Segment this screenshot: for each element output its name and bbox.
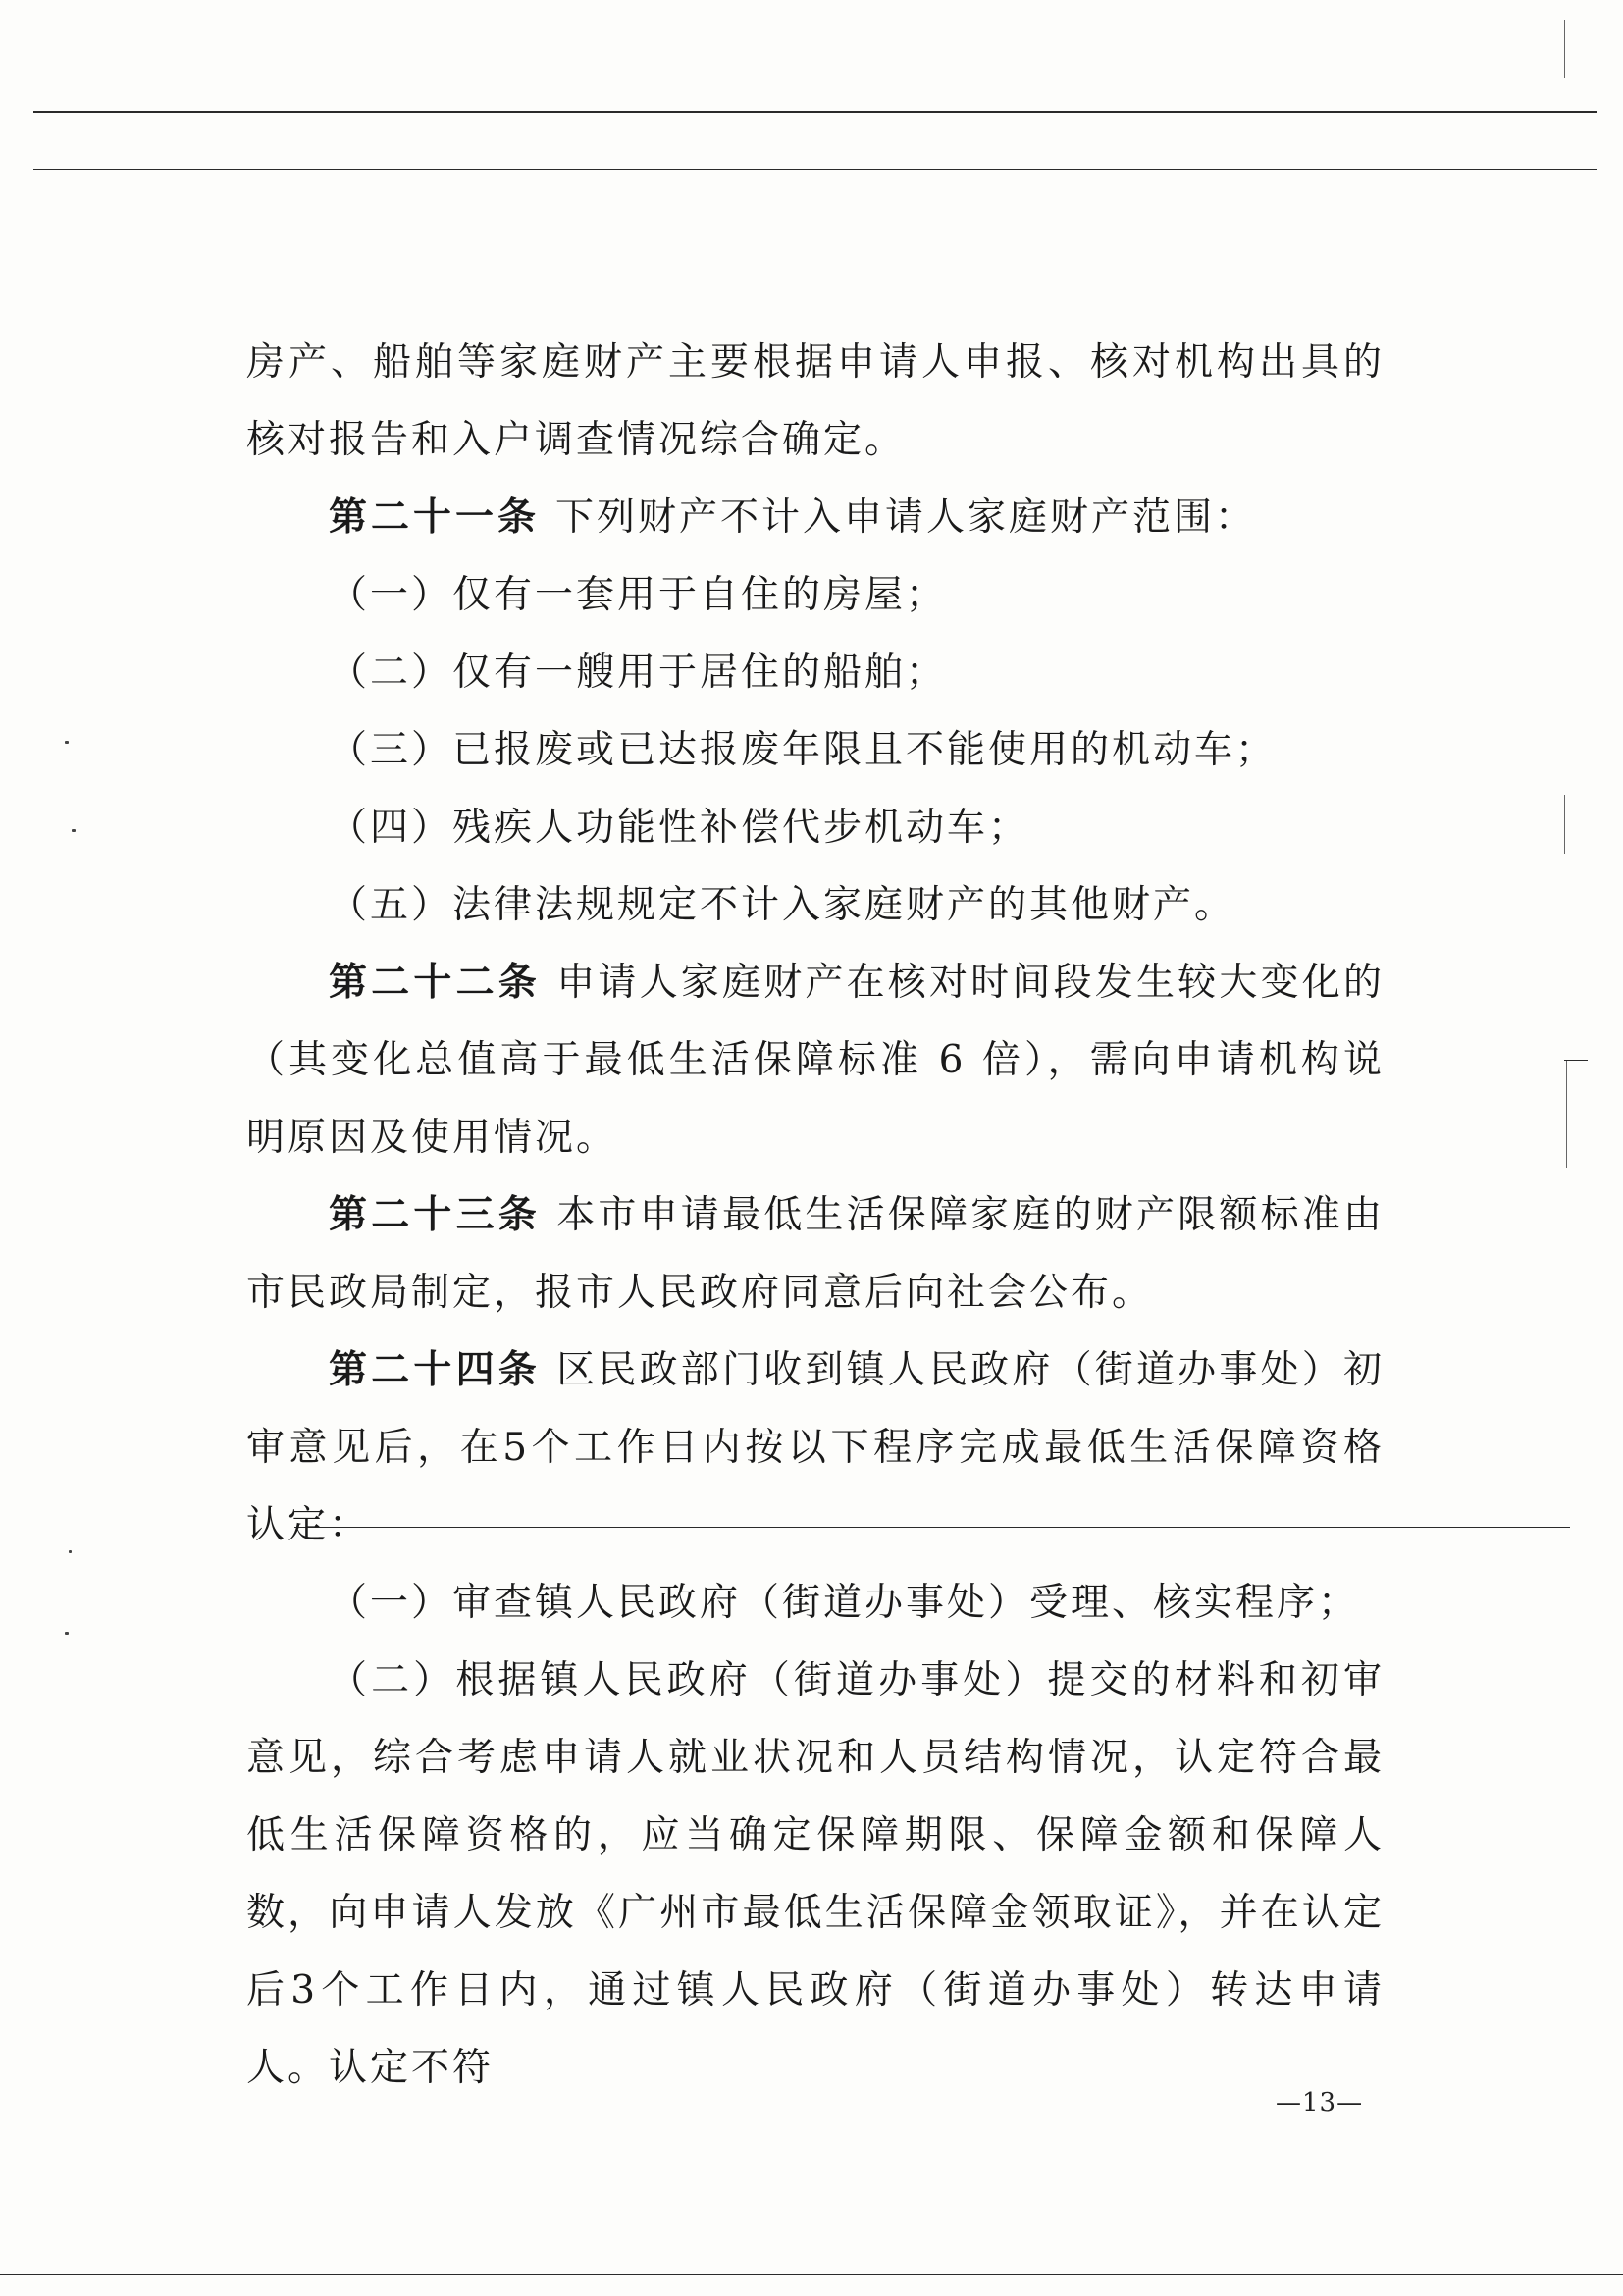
article-22	[246, 944, 1385, 1176]
list-item: （一）仅有一套用于自住的房屋；	[329, 573, 948, 617]
scan-speck	[72, 829, 76, 832]
header-rule-bottom	[33, 169, 1597, 170]
list-item: （二）仅有一艘用于居住的船舶；	[329, 651, 948, 695]
article-21	[246, 479, 1385, 556]
footer-rule	[0, 2274, 1623, 2275]
margin-mark	[1566, 1060, 1567, 1168]
list-item: （一）审查镇人民政府（街道办事处）受理、核实程序；	[329, 1581, 1360, 1625]
header-rule-top	[33, 111, 1597, 113]
scan-speck	[65, 741, 69, 744]
scan-speck	[65, 1632, 69, 1635]
list-item: （二）根据镇人民政府（街道办事处）提交的材料和初审意见，综合考虑申请人就业状况和人员结构情况，认定符合最低生活保障资格的，应当确定保障期限、保障金额和保障人数，向申请人发放《广州市最低生活保障金领取证》，并在认定后3个工作日内，通过镇人民政府（街道办事处）转达申请人。认定不符	[246, 1658, 1385, 2090]
article-heading: 第二十一条	[329, 495, 541, 540]
list-item: （四）残疾人功能性补偿代步机动车；	[329, 806, 1030, 850]
page-number: —13—	[1276, 2088, 1364, 2117]
article-24	[246, 1331, 1385, 1564]
scan-speck	[69, 1550, 72, 1553]
article-heading: 第二十三条	[329, 1192, 541, 1237]
document-body	[246, 324, 1385, 2107]
list-item: （三）已报废或已达报废年限且不能使用的机动车；	[329, 728, 1278, 772]
paragraph-continuation: 房产、船舶等家庭财产主要根据申请人申报、核对机构出具的核对报告和入户调查情况综合确定。	[246, 340, 1385, 462]
margin-tick	[1564, 1060, 1588, 1061]
article-text: 区民政部门收到镇人民政府（街道办事处）初审意见后，在5个工作日内按以下程序完成最低生活保障资格认定：	[246, 1348, 1385, 1547]
article-heading: 第二十二条	[329, 960, 541, 1005]
article-heading: 第二十四条	[329, 1347, 541, 1392]
article-text: 下列财产不计入申请人家庭财产范围：	[555, 496, 1257, 540]
list-item: （五）法律法规规定不计入家庭财产的其他财产。	[329, 883, 1236, 927]
margin-mark	[1564, 795, 1565, 854]
article-text: 申请人家庭财产在核对时间段发生较大变化的（其变化总值高于最低生活保障标准 6 倍），需向申请机构说明原因及使用情况。	[246, 961, 1385, 1160]
article-23	[246, 1176, 1385, 1331]
article-text: 本市申请最低生活保障家庭的财产限额标准由市民政局制定，报市人民政府同意后向社会公布。	[246, 1193, 1385, 1315]
margin-mark	[1564, 20, 1565, 78]
